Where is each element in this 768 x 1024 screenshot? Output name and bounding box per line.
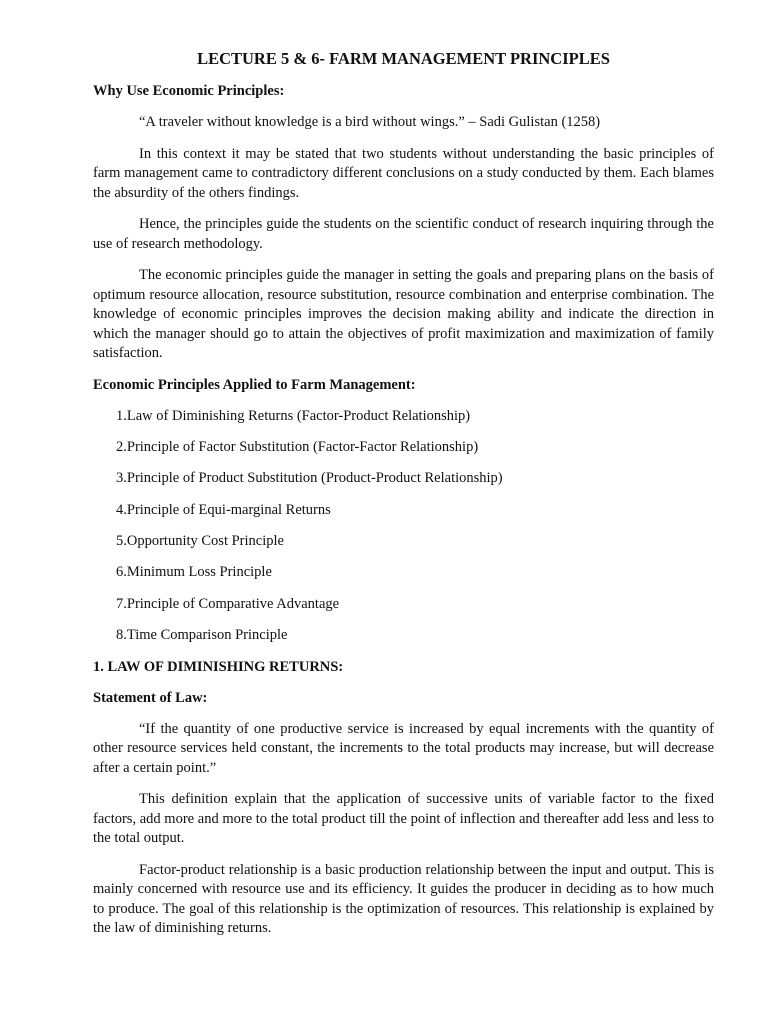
- statement-heading: Statement of Law:: [93, 689, 208, 706]
- law-heading: 1. LAW OF DIMINISHING RETURNS:: [93, 658, 344, 675]
- list-item: 7.Principle of Comparative Advantage: [116, 595, 340, 612]
- list-item: 1.Law of Diminishing Returns (Factor-Product Relationship): [116, 407, 471, 424]
- document-page: [93, 48, 714, 951]
- opening-quote: “A traveler without knowledge is a bird without wings.” – Sadi Gulistan (1258): [139, 114, 601, 130]
- list-item: 3.Principle of Product Substitution (Product-Product Relationship): [116, 470, 503, 487]
- paragraph: The economic principles guide the manager in setting the goals and preparing plans on the basis of optimum resource allocation, resource substitution, resource combination and enterprise combination. The knowledge of economic principles improves the decision making ability and indicate the direction in which the manager should go to attain the objectives of profit maximization and maximization of family satisfaction.: [93, 267, 714, 361]
- paragraph: In this context it may be stated that two students without understanding the basic principles of farm management came to contradictory different conclusions on a study conducted by them. Each blames the absurdity of the others findings.: [93, 145, 714, 201]
- paragraph: Hence, the principles guide the students on the scientific conduct of research inquiring through the use of research methodology.: [93, 216, 714, 252]
- paragraph: This definition explain that the application of successive units of variable factor to the fixed factors, add more and more to the total product till the point of inflection and thereafter add less and less to the total output.: [93, 791, 714, 847]
- list-item: 5.Opportunity Cost Principle: [116, 533, 284, 550]
- list-item: 8.Time Comparison Principle: [116, 627, 288, 644]
- principles-heading: Economic Principles Applied to Farm Management:: [93, 376, 416, 393]
- list-item: 6.Minimum Loss Principle: [116, 564, 272, 581]
- principles-list: [93, 407, 714, 646]
- list-item: 2.Principle of Factor Substitution (Factor-Factor Relationship): [116, 438, 479, 455]
- paragraph: Factor-product relationship is a basic production relationship between the input and output. This is mainly concerned with resource use and its efficiency. It guides the producer in deciding as to how much to produce. The goal of this relationship is the optimization of resources. This relationship is explained by the law of diminishing returns.: [93, 861, 714, 937]
- why-heading: Why Use Economic Principles:: [93, 83, 285, 99]
- list-item: 4.Principle of Equi-marginal Returns: [116, 501, 331, 518]
- statement-quote: “If the quantity of one productive service is increased by equal increments with the quantity of other resource services held constant, the increments to the total products may increase, but will decrease after a certain point.”: [93, 720, 714, 776]
- page-title: LECTURE 5 & 6- FARM MANAGEMENT PRINCIPLES: [197, 49, 610, 68]
